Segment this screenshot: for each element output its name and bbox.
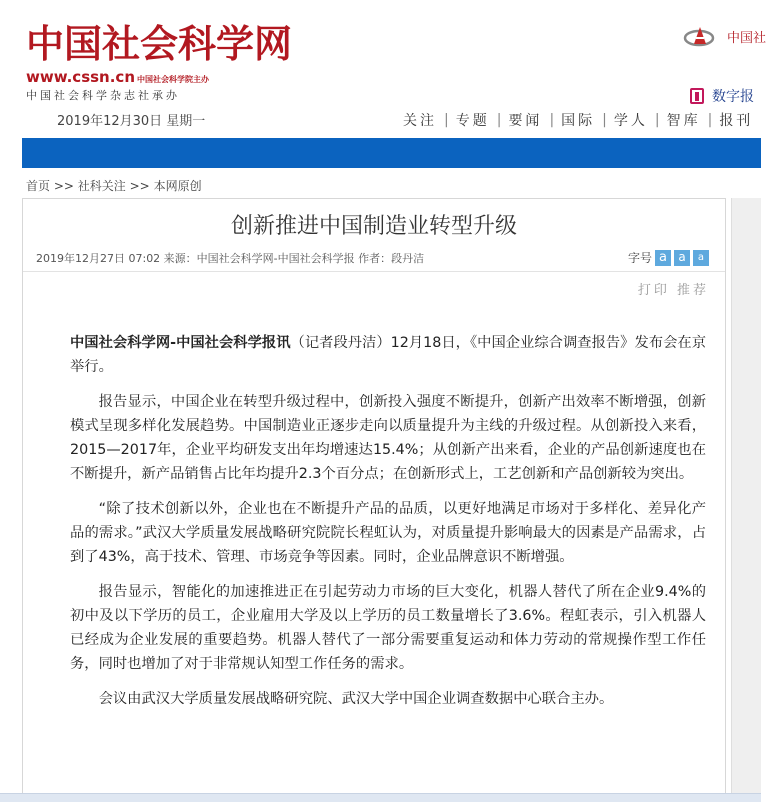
print-button[interactable]: 打印: [637, 283, 670, 298]
recommend-button[interactable]: 推荐: [676, 283, 709, 298]
channel-nav-bar: [22, 138, 761, 168]
nav-separator: |: [602, 112, 607, 128]
font-size-small-button[interactable]: a: [693, 250, 709, 266]
breadcrumb: [26, 177, 202, 194]
article-card: [22, 198, 726, 802]
nav-separator: |: [707, 112, 713, 128]
article-paragraph: 报告显示，中国企业在转型升级过程中，创新投入强度不断提升，创新产出效率不断增强，创新模式呈现多样化发展趋势。中国制造业正逐步走向以质量提升为主线的升级过程。从创新投入来看，2015—2017年，企业平均研发支出年均增速达15.4%；从创新产出来看，企业的产品创新速度也在不断提升，新产品销售占比年均提升2.3个百分点；在创新形式上，工艺创新和产品创新较为突出。: [70, 394, 706, 482]
newspaper-icon: [690, 88, 704, 104]
breadcrumb-original[interactable]: 本网原创: [153, 179, 202, 193]
article-paragraph: “除了技术创新以外，企业也在不断提升产品的品质，以更好地满足市场对于多样化、差异化产品的需求。”武汉大学质量发展战略研究院院长程虹认为，对质量提升影响最大的因素是产品需求，占到了43%，高于技术、管理、市场竞争等因素。同时，企业品牌意识不断增强。: [70, 501, 706, 565]
font-size-control: [628, 249, 709, 266]
breadcrumb-home[interactable]: 首页: [26, 179, 51, 193]
nav-item-journals[interactable]: 报刊: [719, 113, 754, 129]
article-paragraph: 会议由武汉大学质量发展战略研究院、武汉大学中国企业调查数据中心联合主办。: [98, 691, 614, 707]
nav-separator: |: [549, 112, 555, 128]
logo-title: 中国社会科学网: [26, 21, 293, 66]
nav-item-news[interactable]: 要闻: [508, 113, 543, 129]
lead-source: 中国社会科学网-中国社会科学报讯: [70, 335, 291, 351]
nav-item-focus[interactable]: 关注: [403, 113, 437, 129]
logo-url: www.cssn.cn: [26, 68, 136, 86]
digital-newspaper-label: 数字报: [712, 89, 754, 105]
nav-item-topics[interactable]: 专题: [455, 113, 490, 129]
digital-newspaper-link[interactable]: [690, 86, 754, 106]
article-title: 创新推进中国制造业转型升级: [230, 214, 517, 239]
logo-url-row: [26, 68, 238, 86]
nav-item-scholars[interactable]: 学人: [613, 113, 648, 129]
article-body: [70, 331, 706, 722]
logo-host: 中国社会科学院主办: [137, 75, 210, 84]
breadcrumb-social-science-focus[interactable]: 社科关注: [77, 179, 126, 193]
main-nav: [396, 110, 760, 130]
font-size-large-button[interactable]: a: [655, 250, 671, 266]
nav-item-international[interactable]: 国际: [561, 113, 596, 129]
article-meta: 2019年12月27日 07:02 来源：中国社会科学网-中国社会科学报 作者：段丹洁: [36, 252, 425, 265]
article-lead-paragraph: [70, 331, 706, 379]
logo-subtitle: 中国社会科学杂志社承办: [26, 89, 180, 102]
nav-item-think-tank[interactable]: 智库: [666, 113, 701, 129]
current-date: 2019年12月30日 星期一: [57, 114, 206, 129]
horizontal-scrollbar[interactable]: [0, 793, 761, 802]
site-logo[interactable]: [26, 21, 293, 103]
font-size-medium-button[interactable]: a: [674, 250, 690, 266]
cass-link[interactable]: 中国社: [727, 31, 766, 46]
nav-separator: |: [444, 112, 449, 128]
font-size-label: 字号: [627, 251, 652, 265]
article-tools: [638, 279, 709, 298]
breadcrumb-separator: >>: [53, 179, 78, 193]
breadcrumb-separator: >>: [129, 179, 154, 193]
nav-separator: |: [654, 112, 660, 128]
article-header-divider: [23, 271, 725, 272]
lead-text: （记者段丹洁）12月18日，《中国企业综合调查报告》发布会在京举行。: [70, 335, 707, 375]
nav-separator: |: [496, 112, 502, 128]
article-paragraph: 报告显示，智能化的加速推进正在引起劳动力市场的巨大变化，机器人替代了所在企业9.4%的初中及以下学历的员工，企业雇用大学及以上学历的员工数量增长了3.6%。程虹表示，引入机器人已经成为企业发展的重要趋势。机器人替代了一部分需要重复运动和体力劳动的常规操作型工作任务，同时也增加了对于非常规认知型工作任务的需求。: [70, 584, 706, 672]
right-sidebar: [731, 198, 761, 802]
cass-emblem-icon[interactable]: [684, 24, 716, 48]
